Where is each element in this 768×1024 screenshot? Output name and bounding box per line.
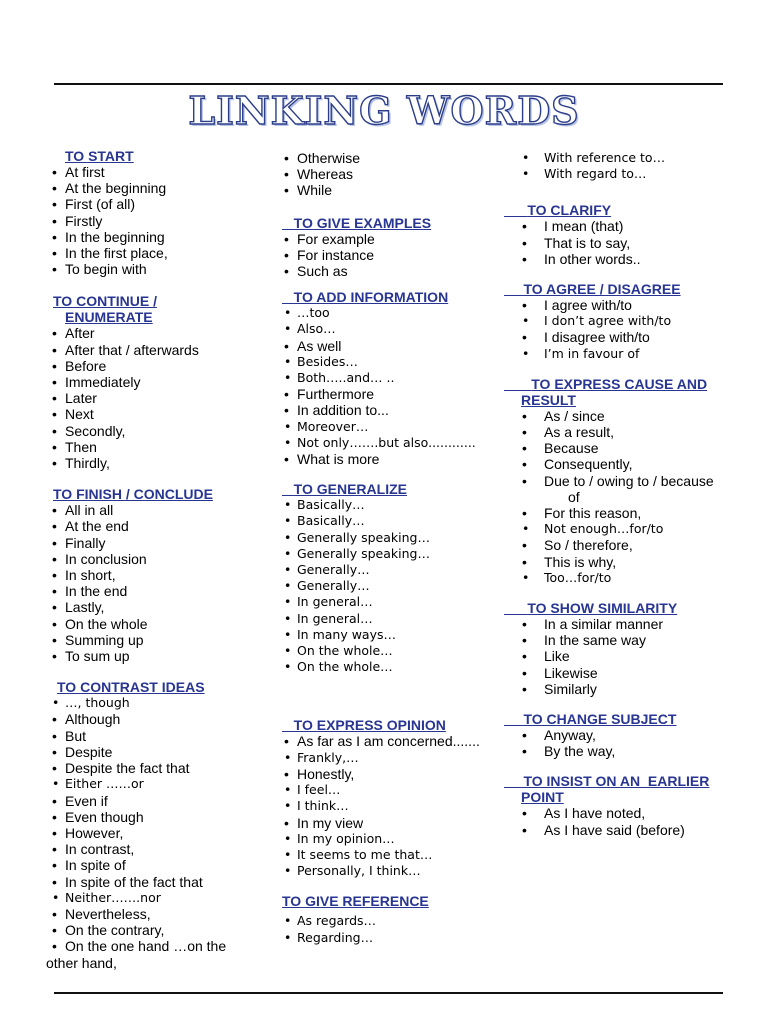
word-list — [282, 913, 492, 945]
word-list — [50, 164, 270, 277]
word-list — [282, 150, 492, 199]
section-to-start — [50, 148, 270, 277]
list-item: • Secondly, — [50, 423, 270, 439]
list-item: • At first — [50, 164, 270, 180]
list-item: • Before — [50, 358, 270, 374]
list-item: • Like — [504, 648, 744, 664]
list-item: • In spite of the fact that — [50, 874, 270, 890]
list-item: • Despite — [50, 744, 270, 760]
list-item: • Because — [504, 440, 744, 456]
list-item: • Later — [50, 390, 270, 406]
top-rule — [54, 83, 723, 85]
list-item: • I think… — [282, 798, 492, 814]
list-item: • With reference to… — [504, 150, 744, 166]
section-reference-continued — [504, 150, 744, 182]
list-item: • Regarding… — [282, 930, 492, 946]
list-item: • At the beginning — [50, 180, 270, 196]
list-item: • I don’t agree with/to — [504, 313, 744, 329]
list-item: • Anyway, — [504, 727, 744, 743]
section-heading: TO CONTRAST IDEAS — [57, 679, 205, 696]
list-item: • Thirdly, — [50, 455, 270, 471]
list-item: • While — [282, 182, 492, 198]
list-item: • Finally — [50, 535, 270, 551]
list-item: • As well — [282, 338, 492, 354]
list-item: • For example — [282, 231, 492, 247]
list-item: • As far as I am concerned....... — [282, 733, 492, 749]
list-item: • What is more — [282, 451, 492, 467]
list-item: • Frankly,… — [282, 750, 492, 766]
section-heading: TO GIVE EXAMPLES — [293, 214, 432, 231]
section-to-give-examples — [282, 215, 492, 280]
list-item: • Generally… — [282, 578, 492, 594]
list-item: • To begin with — [50, 261, 270, 277]
list-item: • Firstly — [50, 213, 270, 229]
list-item: • With regard to… — [504, 166, 744, 182]
section-to-change-subject — [504, 711, 744, 759]
list-item: • Although — [50, 711, 270, 727]
list-item: • …, though — [50, 695, 270, 711]
list-item: • In other words.. — [504, 251, 744, 267]
list-item: • Likewise — [504, 665, 744, 681]
column-2 — [282, 148, 492, 946]
list-item: • But — [50, 728, 270, 744]
list-item: • Even if — [50, 793, 270, 809]
word-list — [282, 497, 492, 675]
list-item: • Even though — [50, 809, 270, 825]
list-item: • After that / afterwards — [50, 342, 270, 358]
list-item: • Neither…….nor — [50, 890, 270, 906]
list-item: • In general… — [282, 594, 492, 610]
list-item: • Honestly, — [282, 766, 492, 782]
section-to-clarify — [504, 202, 744, 267]
section-heading: TO CLARIFY — [527, 202, 612, 219]
word-list — [50, 695, 270, 954]
section-heading: TO CHANGE SUBJECT — [523, 711, 677, 728]
list-item: • Generally speaking… — [282, 546, 492, 562]
word-list — [504, 727, 744, 759]
word-list — [504, 297, 744, 362]
section-heading: TO EXPRESS CAUSE AND — [531, 375, 708, 392]
section-to-continue — [50, 293, 270, 471]
list-item: • All in all — [50, 502, 270, 518]
list-item: • By the way, — [504, 743, 744, 759]
list-item: • Due to / owing to / because — [504, 473, 744, 489]
section-heading: TO START — [65, 148, 134, 164]
list-item: • In addition to... — [282, 402, 492, 418]
word-list — [282, 305, 492, 467]
section-contrast-continued — [282, 150, 492, 199]
word-list — [50, 325, 270, 471]
section-heading-line2: POINT — [521, 789, 564, 806]
section-to-show-similarity — [504, 600, 744, 697]
list-item: • First (of all) — [50, 196, 270, 212]
section-to-generalize — [282, 481, 492, 675]
list-item: • I disagree with/to — [504, 329, 744, 345]
list-item: • Similarly — [504, 681, 744, 697]
word-list — [504, 150, 744, 182]
list-item: • …too — [282, 305, 492, 321]
list-item: • I agree with/to — [504, 297, 744, 313]
list-item: • In many ways… — [282, 627, 492, 643]
section-heading: TO AGREE / DISAGREE — [523, 281, 681, 298]
list-item: • However, — [50, 825, 270, 841]
word-list — [504, 805, 744, 837]
list-item: • Summing up — [50, 632, 270, 648]
list-item: • Not only…….but also............ — [282, 435, 492, 451]
list-item: • For this reason, — [504, 505, 744, 521]
list-item: • As I have noted, — [504, 805, 744, 821]
page-title: LINKING WORDS — [188, 88, 580, 133]
list-continuation: other hand, — [46, 954, 117, 971]
list-item: • After — [50, 325, 270, 341]
word-list — [50, 502, 270, 664]
section-heading-line2: RESULT — [521, 391, 576, 408]
word-list — [504, 218, 744, 267]
list-item: • Otherwise — [282, 150, 492, 166]
list-item: • Lastly, — [50, 599, 270, 615]
list-item: • So / therefore, — [504, 537, 744, 553]
section-to-finish — [50, 486, 270, 664]
list-item: • Then — [50, 439, 270, 455]
list-item: • Not enough…for/to — [504, 521, 744, 537]
list-item: • Personally, I think… — [282, 863, 492, 879]
list-item: • I mean (that) — [504, 218, 744, 234]
list-item: • In short, — [50, 567, 270, 583]
list-item: • Generally… — [282, 562, 492, 578]
list-item: • Whereas — [282, 166, 492, 182]
list-item: • Furthermore — [282, 386, 492, 402]
list-item: • As I have said (before) — [504, 822, 744, 838]
list-continuation: of — [568, 488, 580, 505]
section-heading-line2: ENUMERATE — [65, 309, 153, 326]
bottom-rule — [54, 992, 723, 994]
list-item: • Nevertheless, — [50, 906, 270, 922]
list-item: • As regards… — [282, 913, 492, 929]
list-item: • Such as — [282, 263, 492, 279]
list-item: • Consequently, — [504, 456, 744, 472]
list-item: • Besides… — [282, 354, 492, 370]
list-item: • I’m in favour of — [504, 346, 744, 362]
section-heading: TO INSIST ON AN EARLIER — [523, 773, 710, 790]
list-item: • I feel… — [282, 782, 492, 798]
list-item: • Immediately — [50, 374, 270, 390]
section-heading: TO CONTINUE / — [53, 293, 157, 310]
list-item: • In contrast, — [50, 841, 270, 857]
list-item: • On the contrary, — [50, 922, 270, 938]
list-item: • Basically… — [282, 497, 492, 513]
list-item: • At the end — [50, 518, 270, 534]
word-list — [504, 505, 744, 586]
list-item: • In my opinion… — [282, 831, 492, 847]
section-heading: TO GENERALIZE — [293, 481, 407, 498]
section-to-insist — [504, 773, 744, 837]
list-item: • As / since — [504, 408, 744, 424]
list-item: • In my view — [282, 815, 492, 831]
word-list — [504, 408, 744, 489]
list-item: • Both…..and… .. — [282, 370, 492, 386]
section-heading: TO GIVE REFERENCE — [282, 893, 429, 910]
list-item: • In general… — [282, 611, 492, 627]
list-item: • In the same way — [504, 632, 744, 648]
section-heading: TO EXPRESS OPINION — [293, 717, 446, 734]
list-item: • In the end — [50, 583, 270, 599]
list-item: • In the first place, — [50, 245, 270, 261]
word-list — [282, 733, 492, 879]
section-to-express-cause — [504, 376, 744, 586]
list-item: • In a similar manner — [504, 616, 744, 632]
column-1 — [46, 148, 270, 971]
list-item: • That is to say, — [504, 235, 744, 251]
list-item: • Either ……or — [50, 776, 270, 792]
list-item: • To sum up — [50, 648, 270, 664]
list-item: • In the beginning — [50, 229, 270, 245]
word-list — [282, 231, 492, 280]
list-item: • In spite of — [50, 857, 270, 873]
list-item: • Also… — [282, 321, 492, 337]
section-heading: TO FINISH / CONCLUDE — [53, 486, 213, 503]
list-item: • Moreover… — [282, 419, 492, 435]
list-item: • Generally speaking… — [282, 530, 492, 546]
list-item: • This is why, — [504, 554, 744, 570]
list-item: • Basically… — [282, 513, 492, 529]
list-item: • For instance — [282, 247, 492, 263]
section-to-contrast — [46, 679, 270, 971]
list-item: • On the one hand …on the — [50, 938, 270, 954]
list-item: • Too…for/to — [504, 570, 744, 586]
list-item: • Next — [50, 406, 270, 422]
list-item: • On the whole — [50, 616, 270, 632]
section-to-agree-disagree — [504, 281, 744, 362]
list-item: • As a result, — [504, 424, 744, 440]
section-to-give-reference — [282, 893, 492, 945]
list-item: • In conclusion — [50, 551, 270, 567]
column-3 — [504, 148, 744, 838]
list-item: • It seems to me that… — [282, 847, 492, 863]
section-heading: TO SHOW SIMILARITY — [527, 600, 678, 617]
list-item: • Despite the fact that — [50, 760, 270, 776]
section-to-add-information — [282, 289, 492, 467]
list-item: • On the whole… — [282, 659, 492, 675]
word-list — [504, 616, 744, 697]
section-heading: TO ADD INFORMATION — [293, 289, 449, 306]
section-to-express-opinion — [282, 717, 492, 879]
list-item: • On the whole… — [282, 643, 492, 659]
